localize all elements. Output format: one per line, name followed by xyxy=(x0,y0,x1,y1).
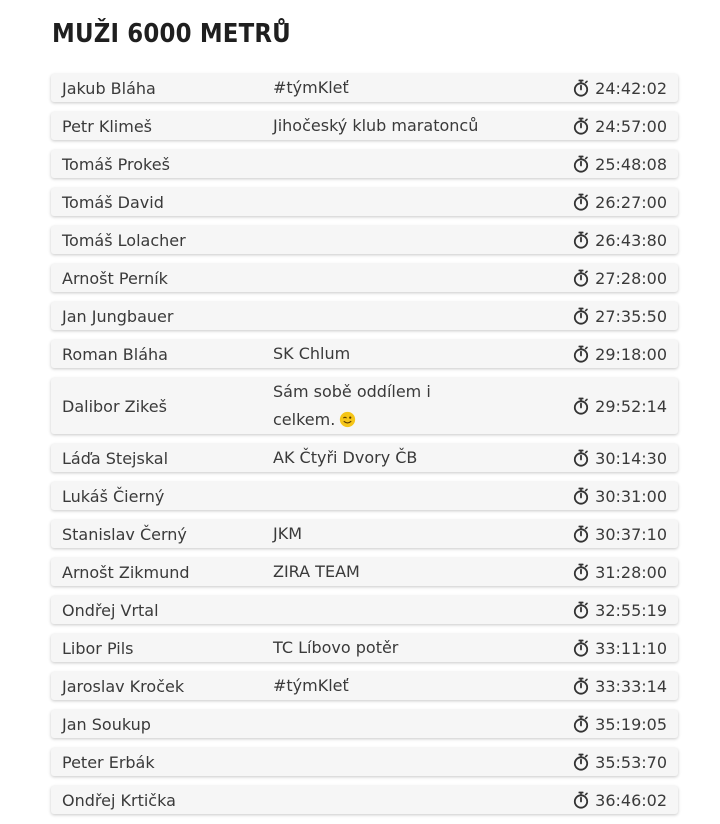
time-value: 30:31:00 xyxy=(595,486,667,506)
time-value: 27:28:00 xyxy=(595,268,667,288)
results-list xyxy=(51,74,678,824)
club-text: Sám sobě oddílem i celkem. xyxy=(273,382,431,429)
athlete-club: Jihočeský klub maratonců xyxy=(273,116,479,135)
stopwatch-icon xyxy=(573,563,589,581)
stopwatch-icon xyxy=(573,449,589,467)
time-value: 29:52:14 xyxy=(595,396,667,416)
time-value: 24:57:00 xyxy=(595,116,667,136)
athlete-club: #týmKleť xyxy=(273,78,349,97)
result-time xyxy=(573,74,667,102)
result-time xyxy=(573,786,667,814)
athlete-name: Tomáš Lolacher xyxy=(62,230,186,250)
time-value: 26:43:80 xyxy=(595,230,667,250)
time-value: 31:28:00 xyxy=(595,562,667,582)
result-time xyxy=(573,672,667,700)
athlete-club xyxy=(273,710,488,738)
stopwatch-icon xyxy=(573,155,589,173)
result-row xyxy=(51,340,678,368)
result-row xyxy=(51,520,678,548)
result-time xyxy=(573,226,667,254)
result-time xyxy=(573,302,667,330)
stopwatch-icon xyxy=(573,307,589,325)
athlete-name: Láďa Stejskal xyxy=(62,448,169,468)
athlete-name: Libor Pils xyxy=(62,638,134,658)
result-time xyxy=(573,482,667,510)
athlete-name: Tomáš Prokeš xyxy=(62,154,170,174)
athlete-name: Dalibor Zikeš xyxy=(62,396,167,416)
result-row xyxy=(51,226,678,254)
result-time xyxy=(573,378,667,434)
athlete-club: ZIRA TEAM xyxy=(273,562,360,581)
athlete-club xyxy=(273,596,488,624)
athlete-name: Jan Jungbauer xyxy=(62,306,174,326)
result-time xyxy=(573,188,667,216)
time-value: 30:37:10 xyxy=(595,524,667,544)
stopwatch-icon xyxy=(573,791,589,809)
result-row xyxy=(51,150,678,178)
athlete-name: Arnošt Zikmund xyxy=(62,562,190,582)
result-time xyxy=(573,710,667,738)
athlete-name: Jaroslav Kroček xyxy=(62,676,185,696)
time-value: 26:27:00 xyxy=(595,192,667,212)
stopwatch-icon xyxy=(573,677,589,695)
time-value: 25:48:08 xyxy=(595,154,667,174)
athlete-club xyxy=(273,378,488,434)
athlete-club: JKM xyxy=(273,524,303,543)
result-row xyxy=(51,596,678,624)
result-row xyxy=(51,444,678,472)
athlete-club xyxy=(273,150,488,178)
time-value: 24:42:02 xyxy=(595,78,667,98)
time-value: 32:55:19 xyxy=(595,600,667,620)
result-row xyxy=(51,748,678,776)
result-row xyxy=(51,188,678,216)
result-row xyxy=(51,710,678,738)
athlete-club: AK Čtyři Dvory ČB xyxy=(273,448,418,467)
time-value: 30:14:30 xyxy=(595,448,667,468)
winking-face-emoji xyxy=(339,409,356,426)
page-title: MUŽI 6000 METRŮ xyxy=(52,19,291,49)
athlete-club: SK Chlum xyxy=(273,344,351,363)
stopwatch-icon xyxy=(573,269,589,287)
athlete-club xyxy=(273,226,488,254)
stopwatch-icon xyxy=(573,753,589,771)
athlete-club xyxy=(273,188,488,216)
result-time xyxy=(573,264,667,292)
result-row xyxy=(51,482,678,510)
athlete-name: Roman Bláha xyxy=(62,344,168,364)
stopwatch-icon xyxy=(573,525,589,543)
result-time xyxy=(573,558,667,586)
result-time xyxy=(573,748,667,776)
athlete-name: Peter Erbák xyxy=(62,752,155,772)
time-value: 35:19:05 xyxy=(595,714,667,734)
stopwatch-icon xyxy=(573,397,589,415)
athlete-club xyxy=(273,482,488,510)
athlete-club xyxy=(273,264,488,292)
athlete-name: Stanislav Černý xyxy=(62,524,187,544)
result-row xyxy=(51,786,678,814)
result-row xyxy=(51,558,678,586)
stopwatch-icon xyxy=(573,117,589,135)
time-value: 35:53:70 xyxy=(595,752,667,772)
result-row xyxy=(51,264,678,292)
athlete-name: Ondřej Krtička xyxy=(62,790,176,810)
stopwatch-icon xyxy=(573,487,589,505)
athlete-name: Jan Soukup xyxy=(62,714,151,734)
result-time xyxy=(573,596,667,624)
athlete-club: TC Líbovo potěr xyxy=(273,638,399,657)
stopwatch-icon xyxy=(573,639,589,657)
athlete-name: Jakub Bláha xyxy=(62,78,156,98)
time-value: 36:46:02 xyxy=(595,790,667,810)
athlete-name: Ondřej Vrtal xyxy=(62,600,159,620)
athlete-name: Arnošt Perník xyxy=(62,268,168,288)
result-row xyxy=(51,672,678,700)
time-value: 27:35:50 xyxy=(595,306,667,326)
result-time xyxy=(573,150,667,178)
athlete-name: Lukáš Čierný xyxy=(62,486,165,506)
result-row xyxy=(51,112,678,140)
result-time xyxy=(573,520,667,548)
stopwatch-icon xyxy=(573,345,589,363)
result-time xyxy=(573,112,667,140)
athlete-name: Tomáš David xyxy=(62,192,164,212)
result-time xyxy=(573,634,667,662)
stopwatch-icon xyxy=(573,193,589,211)
time-value: 33:33:14 xyxy=(595,676,667,696)
time-value: 33:11:10 xyxy=(595,638,667,658)
stopwatch-icon xyxy=(573,231,589,249)
result-row xyxy=(51,378,678,434)
result-row xyxy=(51,634,678,662)
result-row xyxy=(51,302,678,330)
result-time xyxy=(573,340,667,368)
time-value: 29:18:00 xyxy=(595,344,667,364)
result-time xyxy=(573,444,667,472)
athlete-name: Petr Klimeš xyxy=(62,116,153,136)
stopwatch-icon xyxy=(573,715,589,733)
stopwatch-icon xyxy=(573,79,589,97)
result-row xyxy=(51,74,678,102)
athlete-club: #týmKleť xyxy=(273,676,349,695)
athlete-club xyxy=(273,302,488,330)
athlete-club xyxy=(273,786,488,814)
stopwatch-icon xyxy=(573,601,589,619)
athlete-club xyxy=(273,748,488,776)
